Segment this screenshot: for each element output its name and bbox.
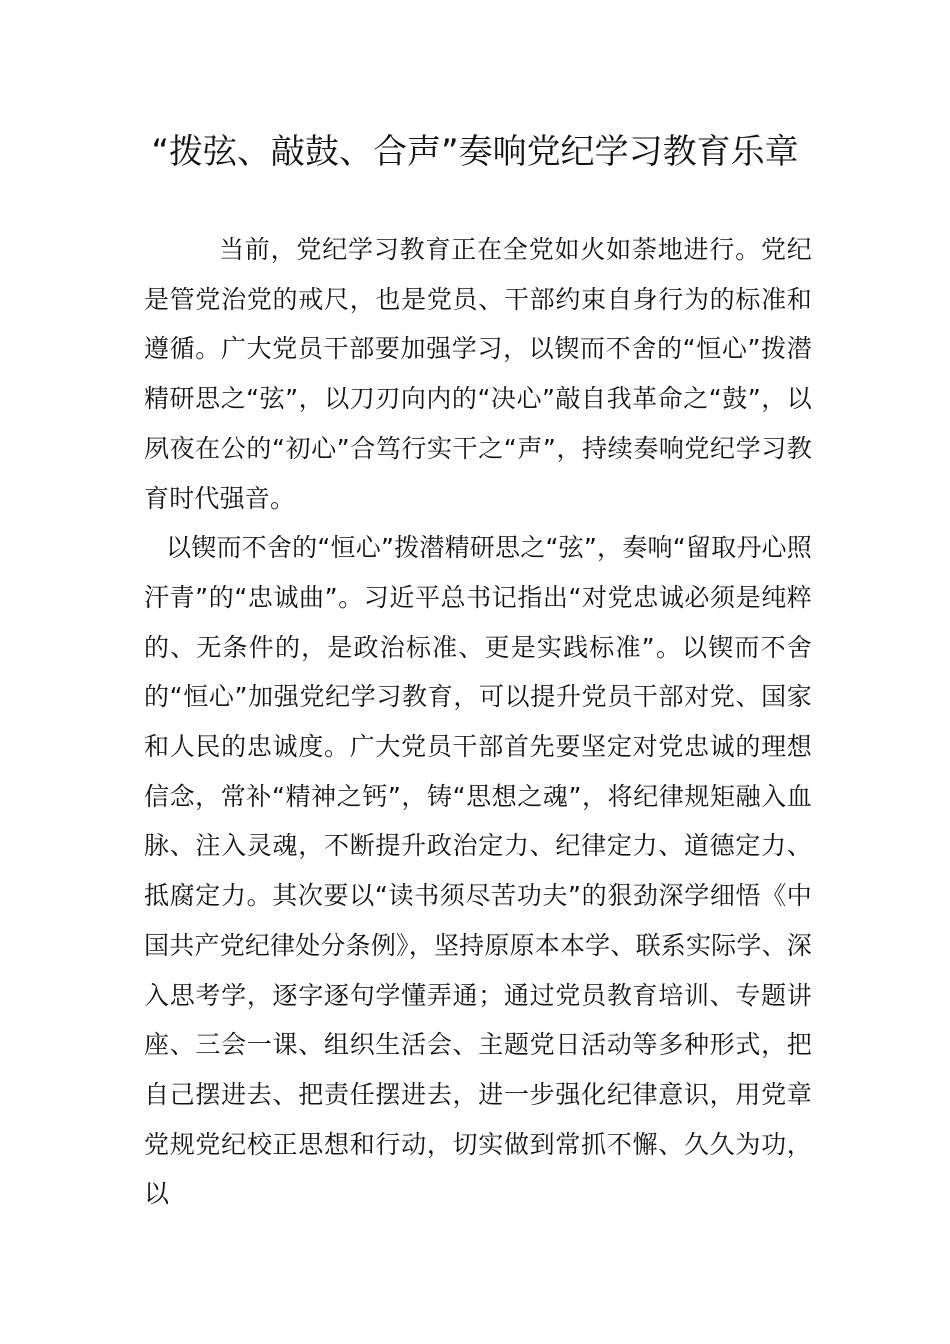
document-body — [144, 225, 812, 1219]
body-paragraph-1: 当前，党纪学习教育正在全党如火如荼地进行。党纪是管党治党的戒尺，也是党员、干部约束自身行为的标准和遵循。广大党员干部要加强学习，以锲而不舍的“恒心”拨潜精研思之“弦”，以刀刃向内的“决心”敲自我革命之“鼓”，以夙夜在公的“初心”合笃行实干之“声”，持续奏响党纪学习教育时代强音。 — [144, 235, 812, 513]
document-title: “拨弦、敲鼓、合声”奏响党纪学习教育乐章 — [151, 132, 799, 172]
body-paragraph-2: 以锲而不舍的“恒心”拨潜精研思之“弦”，奏响“留取丹心照汗青”的“忠诚曲”。习近平总书记指出“对党忠诚必须是纯粹的、无条件的，是政治标准、更是实践标准”。以锲而不舍的“恒心”加强党纪学习教育，可以提升党员干部对党、国家和人民的忠诚度。广大党员干部首先要坚定对党忠诚的理想信念，常补“精神之钙”，铸“思想之魂”，将纪律规矩融入血脉、注入灵魂，不断提升政治定力、纪律定力、道德定力、抵腐定力。其次要以“读书须尽苦功夫”的狠劲深学细悟《中国共产党纪律处分条例》，坚持原原本本学、联系实际学、深入思考学，逐字逐句学懂弄通；通过党员教育培训、专题讲座、三会一课、组织生活会、主题党日活动等多种形式，把自己摆进去、把责任摆进去，进一步强化纪律意识，用党章党规党纪校正思想和行动，切实做到常抓不懈、久久为功，以 — [144, 533, 812, 1209]
